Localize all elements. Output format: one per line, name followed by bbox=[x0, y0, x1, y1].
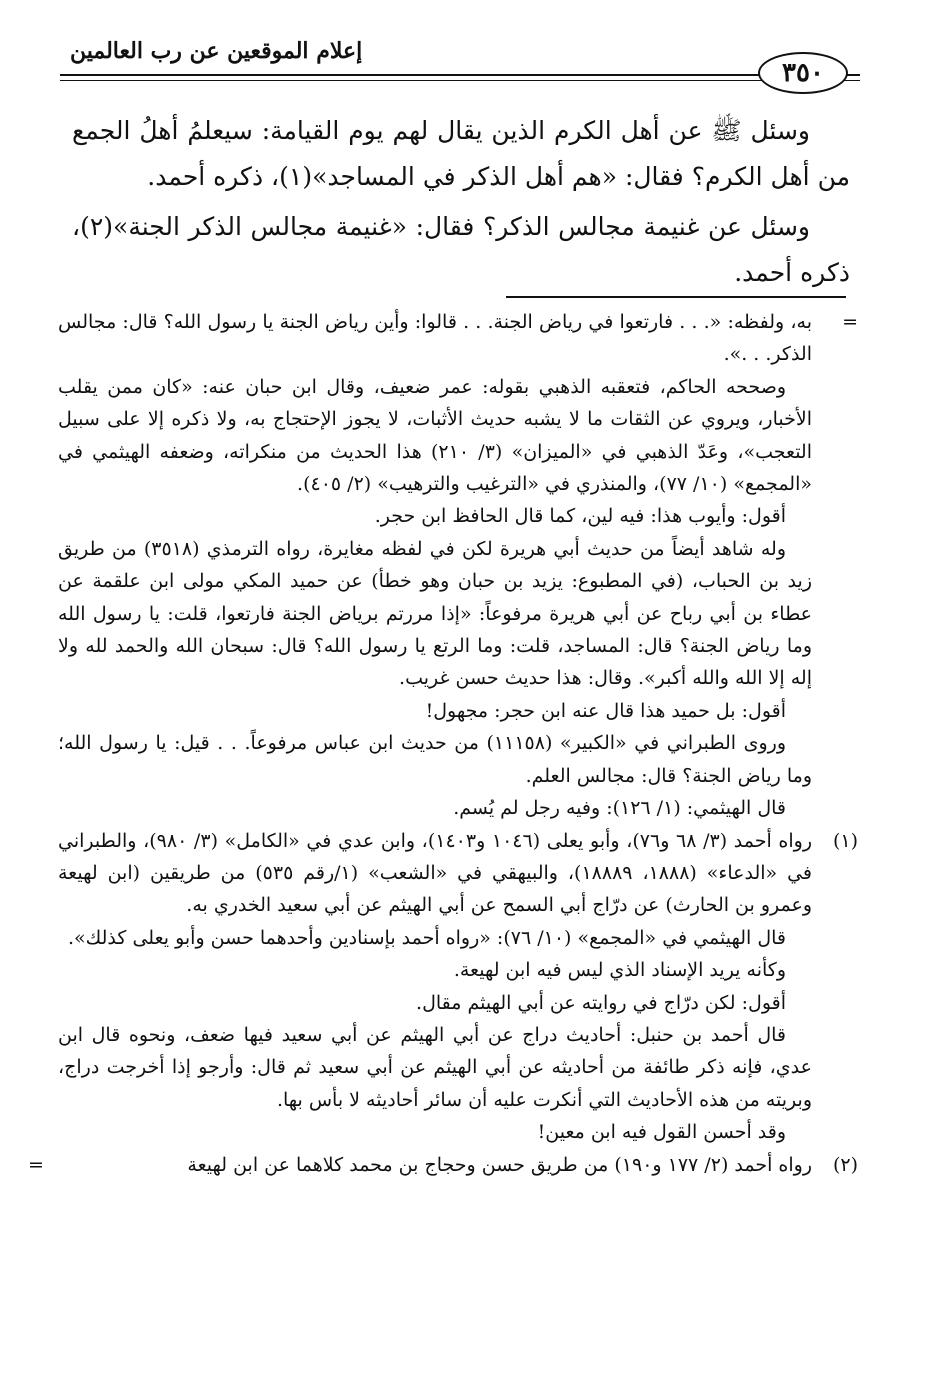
footnote-paragraph: وروى الطبراني في «الكبير» (١١١٥٨) من حديث ابن عباس مرفوعاً. . . قيل: يا رسول الله؛ وما رياض الجنة؟ قال: مجالس العلم. bbox=[58, 732, 812, 787]
header-rule bbox=[60, 74, 860, 76]
footnote-continues-marker: = bbox=[28, 1153, 44, 1176]
page-number: ٣٥٠ bbox=[782, 58, 824, 88]
footnote-paragraph: قال الهيثمي: (١/ ١٢٦): وفيه رجل لم يُسم. bbox=[453, 797, 786, 820]
footnote-paragraph: به، ولفظه: «. . . فارتعوا في رياض الجنة. . . قالوا: وأين رياض الجنة يا رسول الله؟ قال: مجالس الذكر. . .». bbox=[58, 311, 812, 366]
footnote-paragraph: وكأنه يريد الإسناد الذي ليس فيه ابن لهيعة. bbox=[453, 959, 786, 982]
page-header bbox=[60, 32, 860, 102]
footnotes bbox=[28, 306, 858, 1181]
footnote-separator bbox=[506, 296, 846, 298]
footnote-paragraph: رواه أحمد (٢/ ١٧٧ و١٩٠) من طريق حسن وحجاج بن محمد كلاهما عن ابن لهيعة bbox=[187, 1153, 812, 1176]
footnote-paragraph: قال الهيثمي في «المجمع» (١٠/ ٧٦): «رواه أحمد بإسنادين وأحدهما حسن وأبو يعلى كذلك». bbox=[67, 926, 786, 949]
running-title: إعلام الموقعين عن رب العالمين bbox=[70, 38, 363, 64]
footnote-continued-marker: = bbox=[842, 311, 858, 333]
footnote-2-marker: (٢) bbox=[832, 1153, 858, 1176]
footnote-paragraph: قال أحمد بن حنبل: أحاديث دراج عن أبي الهيثم عن أبي سعيد فيها ضعف، ونحوه قال ابن عدي، فإنه ذكر طائفة من أحاديثه عن أبي الهيثم عن أبي سعيد ثم قال: وأرجو إذا أخرجت دراج، وبريته من هذه الأحاديث التي أنكرت عليه أن سائر أحاديثه لا بأس بها. bbox=[58, 1023, 812, 1111]
main-paragraph: وسئل ﷺ عن أهل الكرم الذين يقال لهم يوم القيامة: سيعلمُ أهلُ الجمع من أهل الكرم؟ فقال: «هم أهل الذكر في المساجد»(١)، ذكره أحمد. bbox=[72, 116, 850, 191]
footnote-paragraph: وصححه الحاكم، فتعقبه الذهبي بقوله: عمر ضعيف، وقال ابن حبان عنه: «كان ممن يقلب الأخبار، ويروي عن الثقات ما لا يشبه حديث الأثبات، لا يجوز الإحتجاج به، ولا ذكره إلا على سبيل التعجب»، وعَدّ الذهبي في «الميزان» (٣/ ٢١٠) هذا الحديث من منكراته، وضعفه الهيثمي في «المجمع» (١٠/ ٧٧)، والمنذري في «الترغيب والترهيب» (٢/ ٤٠٥). bbox=[58, 375, 812, 496]
page-number-badge bbox=[758, 52, 848, 94]
footnote-paragraph: رواه أحمد (٣/ ٦٨ و٧٦)، وأبو يعلى (١٠٤٦ و١٤٠٣)، وابن عدي في «الكامل» (٣/ ٩٨٠)، والطبراني في «الدعاء» (١٨٨٨، ١٨٨٨٩)، والبيهقي في «الشعب» (١/رقم ٥٣٥) من طريقين (ابن لهيعة وعمرو بن الحارث) عن درّاج أبي السمح عن أبي الهيثم عن أبي سعيد الخدري به. bbox=[58, 829, 813, 917]
footnote-continued bbox=[58, 306, 858, 825]
footnote-paragraph: وقد أحسن القول فيه ابن معين! bbox=[537, 1121, 786, 1144]
footnote-paragraph: أقول: لكن درّاج في روايته عن أبي الهيثم مقال. bbox=[416, 991, 786, 1014]
footnote-2 bbox=[28, 1149, 858, 1181]
main-text bbox=[72, 108, 850, 296]
footnote-paragraph: وله شاهد أيضاً من حديث أبي هريرة لكن في لفظه مغايرة، رواه الترمذي (٣٥١٨) من طريق زيد بن الحباب، (في المطبوع: يزيد بن حبان وهو خطأ) عن حميد المكي مولى ابن علقمة عن عطاء بن أبي رباح عن أبي هريرة مرفوعاً: «إذا مررتم برياض الجنة فارتعوا، قلت: يا رسول الله وما رياض الجنة؟ قال: المساجد، قلت: وما الرتع يا رسول الله؟ قال: سبحان الله والحمد لله ولا إله إلا الله والله أكبر». وقال: هذا حديث حسن غريب. bbox=[58, 537, 812, 690]
footnote-1 bbox=[58, 825, 858, 1149]
main-paragraph: وسئل عن غنيمة مجالس الذكر؟ فقال: «غنيمة مجالس الذكر الجنة»(٢)، ذكره أحمد. bbox=[72, 212, 850, 287]
header-rule-thin bbox=[60, 80, 860, 81]
footnote-paragraph: أقول: وأيوب هذا: فيه لين، كما قال الحافظ ابن حجر. bbox=[374, 505, 786, 528]
footnote-paragraph: أقول: بل حميد هذا قال عنه ابن حجر: مجهول! bbox=[425, 699, 786, 722]
footnote-1-marker: (١) bbox=[832, 829, 858, 852]
